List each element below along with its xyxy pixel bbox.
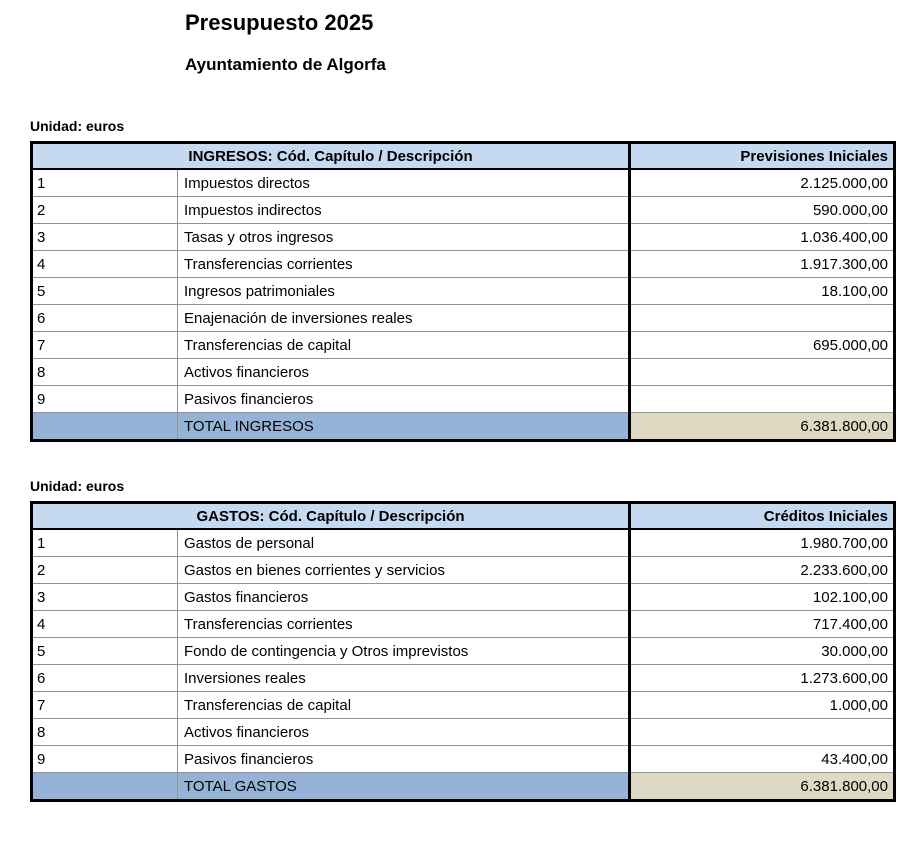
amount-cell: 102.100,00: [630, 584, 895, 611]
description-cell: Activos financieros: [178, 359, 630, 386]
description-cell: Activos financieros: [178, 719, 630, 746]
description-cell: Impuestos directos: [178, 169, 630, 197]
description-cell: Fondo de contingencia y Otros imprevistos: [178, 638, 630, 665]
amount-cell: [630, 386, 895, 413]
amount-cell: 1.273.600,00: [630, 665, 895, 692]
amount-cell: 717.400,00: [630, 611, 895, 638]
table-row: [32, 169, 895, 197]
description-cell: Gastos de personal: [178, 529, 630, 557]
code-cell: 4: [32, 251, 178, 278]
description-cell: Pasivos financieros: [178, 746, 630, 773]
amount-cell: 1.980.700,00: [630, 529, 895, 557]
amount-cell: 18.100,00: [630, 278, 895, 305]
ingresos-header-row: [32, 143, 895, 170]
table-row: [32, 692, 895, 719]
description-cell: Tasas y otros ingresos: [178, 224, 630, 251]
code-cell: 1: [32, 169, 178, 197]
table-row: [32, 665, 895, 692]
total-code-cell: [32, 773, 178, 801]
table-row: [32, 251, 895, 278]
description-cell: Transferencias corrientes: [178, 611, 630, 638]
table-row: [32, 746, 895, 773]
table-row: [32, 305, 895, 332]
amount-cell: 2.125.000,00: [630, 169, 895, 197]
table-row: [32, 638, 895, 665]
total-amount: 6.381.800,00: [630, 773, 895, 801]
unit-label-gastos: Unidad: euros: [30, 478, 125, 494]
table-row: [32, 224, 895, 251]
unit-label-ingresos: Unidad: euros: [30, 118, 125, 134]
description-cell: Pasivos financieros: [178, 386, 630, 413]
amount-cell: 1.917.300,00: [630, 251, 895, 278]
ingresos-table: [30, 141, 896, 442]
page-title: Presupuesto 2025: [185, 10, 374, 35]
code-cell: 3: [32, 584, 178, 611]
code-cell: 6: [32, 665, 178, 692]
code-cell: 2: [32, 557, 178, 584]
table-row: [32, 359, 895, 386]
description-cell: Enajenación de inversiones reales: [178, 305, 630, 332]
description-cell: Transferencias corrientes: [178, 251, 630, 278]
total-label: TOTAL GASTOS: [178, 773, 630, 801]
total-code-cell: [32, 413, 178, 441]
amount-cell: [630, 305, 895, 332]
code-cell: 9: [32, 746, 178, 773]
code-cell: 6: [32, 305, 178, 332]
amount-cell: 1.000,00: [630, 692, 895, 719]
code-cell: 9: [32, 386, 178, 413]
ingresos-total-row: [32, 413, 895, 441]
code-cell: 8: [32, 719, 178, 746]
table-row: [32, 386, 895, 413]
table-row: [32, 611, 895, 638]
code-cell: 5: [32, 638, 178, 665]
code-cell: 8: [32, 359, 178, 386]
code-cell: 7: [32, 692, 178, 719]
table-row: [32, 584, 895, 611]
amount-cell: 30.000,00: [630, 638, 895, 665]
table-row: [32, 719, 895, 746]
description-cell: Ingresos patrimoniales: [178, 278, 630, 305]
amount-cell: 695.000,00: [630, 332, 895, 359]
amount-cell: [630, 359, 895, 386]
code-cell: 3: [32, 224, 178, 251]
total-amount: 6.381.800,00: [630, 413, 895, 441]
code-cell: 5: [32, 278, 178, 305]
code-cell: 4: [32, 611, 178, 638]
description-cell: Impuestos indirectos: [178, 197, 630, 224]
amount-cell: 2.233.600,00: [630, 557, 895, 584]
description-cell: Transferencias de capital: [178, 332, 630, 359]
code-cell: 1: [32, 529, 178, 557]
amount-cell: 1.036.400,00: [630, 224, 895, 251]
description-cell: Transferencias de capital: [178, 692, 630, 719]
page-subtitle: Ayuntamiento de Algorfa: [185, 55, 386, 74]
total-label: TOTAL INGRESOS: [178, 413, 630, 441]
description-cell: Inversiones reales: [178, 665, 630, 692]
ingresos-header-description: INGRESOS: Cód. Capítulo / Descripción: [32, 143, 630, 170]
description-cell: Gastos en bienes corrientes y servicios: [178, 557, 630, 584]
amount-cell: 590.000,00: [630, 197, 895, 224]
gastos-header-amount: Créditos Iniciales: [630, 503, 895, 530]
code-cell: 7: [32, 332, 178, 359]
gastos-table: [30, 501, 896, 802]
code-cell: 2: [32, 197, 178, 224]
gastos-header-description: GASTOS: Cód. Capítulo / Descripción: [32, 503, 630, 530]
description-cell: Gastos financieros: [178, 584, 630, 611]
table-row: [32, 278, 895, 305]
amount-cell: [630, 719, 895, 746]
table-row: [32, 332, 895, 359]
amount-cell: 43.400,00: [630, 746, 895, 773]
table-row: [32, 197, 895, 224]
gastos-total-row: [32, 773, 895, 801]
table-row: [32, 557, 895, 584]
table-row: [32, 529, 895, 557]
gastos-header-row: [32, 503, 895, 530]
ingresos-header-amount: Previsiones Iniciales: [630, 143, 895, 170]
